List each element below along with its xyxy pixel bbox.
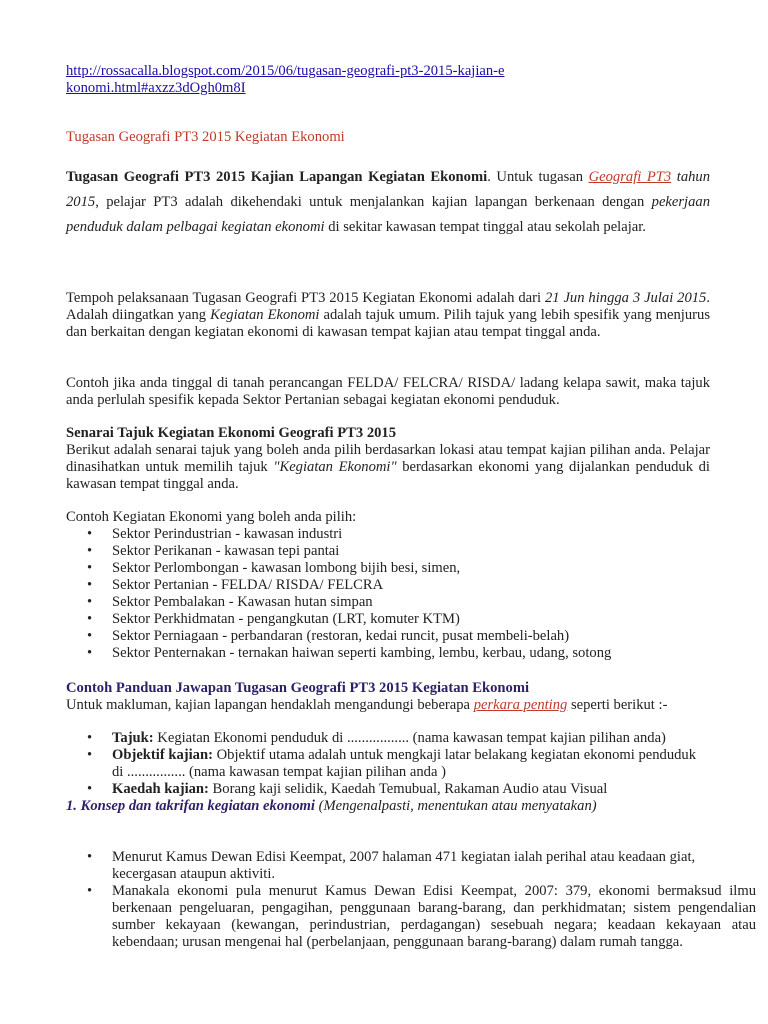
period-paragraph — [66, 290, 710, 341]
list-item — [112, 747, 756, 781]
text: adalah tajuk umum. Pilih tajuk yang lebih spesifik yang menjurus dan berkaitan dengan kegiatan ekonomi di kawasan tempat kajian atau tempat tinggal anda. — [66, 307, 710, 340]
list-item: • Sektor Pertanian - FELDA/ RISDA/ FELCRA — [112, 577, 756, 594]
text: tahun 2015 — [66, 169, 711, 210]
text: Kegiatan Ekonomi penduduk di ................. (nama kawasan tempat kajian pilihan anda) — [153, 730, 666, 746]
text: seperti berikut :- — [567, 697, 668, 713]
text: "Kegiatan Ekonomi" — [273, 459, 397, 475]
intro-paragraph — [66, 165, 710, 240]
text: 21 Jun hingga 3 Julai 2015 — [544, 290, 707, 306]
text: Untuk makluman, kajian lapangan hendaklah mengandungi beberapa — [66, 697, 474, 713]
text: (Mengenalpasti, menentukan atau menyatakan) — [314, 798, 597, 814]
list-item: • Sektor Perindustrian - kawasan industri — [112, 526, 756, 543]
perkara-penting-link[interactable]: perkara penting — [473, 697, 568, 713]
list-item: • Sektor Perlombongan - kawasan lombong bijih besi, simen, — [112, 560, 756, 577]
guide-list — [66, 730, 756, 798]
guide-paragraph — [66, 697, 710, 714]
definition-list — [66, 849, 756, 951]
text: Borang kaji selidik, Kaedah Temubual, Rakaman Audio atau Visual — [208, 781, 608, 797]
item-label: Tajuk: — [112, 730, 154, 746]
text: Objektif utama adalah untuk mengkaji latar belakang kegiatan ekonomi penduduk di ................ (nama kawasan tempat kajian pilihan anda ) — [112, 747, 697, 780]
text: Berikut adalah senarai tajuk yang boleh anda pilih berdasarkan lokasi atau tempat kajian pilihan anda. Pelajar dinasihatkan untuk memilih tajuk — [66, 442, 710, 475]
source-link[interactable]: http://rossacalla.blogspot.com/2015/06/tugasan-geografi-pt3-2015-kajian-ekonomi.html#axzz3dOgh0m8I — [66, 63, 505, 96]
item-label: Kaedah kajian: — [112, 781, 209, 797]
list-item: • Sektor Penternakan - ternakan haiwan seperti kambing, lembu, kerbau, udang, sotong — [112, 645, 756, 662]
example-paragraph: Contoh jika anda tinggal di tanah perancangan FELDA/ FELCRA/ RISDA/ ladang kelapa sawit, maka tajuk anda perlulah spesifik kepada Sektor Pertanian sebagai kegiatan ekonomi penduduk. — [66, 375, 710, 408]
text: 1. Konsep dan takrifan kegiatan ekonomi — [66, 798, 315, 814]
list-item: • Manakala ekonomi pula menurut Kamus Dewan Edisi Keempat, 2007: 379, ekonomi bermaksud ilmu berkenaan pengeluaran, pengagihan, penggunaan barang-barang, dan perkhidmatan; sistem pengendalian sumber kekayaan (kewangan, perindustrian, perdagangan) sesebuah negara; keadaan kekayaan atau kebendaan; urusan mengenai hal (perbelanjaan, penggunaan barang-barang) dalam rumah tangga. — [112, 883, 756, 951]
sector-list — [66, 526, 756, 662]
text: berdasarkan ekonomi yang dijalankan penduduk di kawasan tempat tinggal anda. — [66, 459, 710, 492]
section-heading-topics: Senarai Tajuk Kegiatan Ekonomi Geografi PT3 2015 — [66, 425, 397, 441]
list-item — [112, 781, 756, 798]
examples-label: Contoh Kegiatan Ekonomi yang boleh anda pilih: — [66, 509, 357, 525]
item-label: Objektif kajian: — [112, 747, 213, 763]
geografi-link[interactable]: Geografi PT3 — [588, 169, 672, 185]
section-heading-guide: Contoh Panduan Jawapan Tugasan Geografi PT3 2015 Kegiatan Ekonomi — [66, 680, 530, 696]
list-item: • Sektor Pembalakan - Kawasan hutan simpan — [112, 594, 756, 611]
topics-paragraph — [66, 442, 710, 493]
text: , pelajar PT3 adalah dikehendaki untuk menjalankan kajian lapangan berkenaan dengan — [95, 194, 652, 210]
list-item — [112, 730, 756, 747]
doc-title: Tugasan Geografi PT3 2015 Kegiatan Ekonomi — [66, 129, 345, 145]
list-item: • Menurut Kamus Dewan Edisi Keempat, 2007 halaman 471 kegiatan ialah perihal atau keadaan giat, kecergasan ataupun aktiviti. — [112, 849, 756, 883]
text: di sekitar kawasan tempat tinggal atau sekolah pelajar. — [324, 219, 646, 235]
text: Kegiatan Ekonomi — [210, 307, 320, 323]
list-item: • Sektor Perniagaan - perbandaran (restoran, kedai runcit, pusat membeli-belah) — [112, 628, 756, 645]
intro-bold: Tugasan Geografi PT3 2015 Kajian Lapangan Kegiatan Ekonomi — [66, 169, 488, 185]
text: Tempoh pelaksanaan Tugasan Geografi PT3 2015 Kegiatan Ekonomi adalah dari — [66, 290, 545, 306]
text: pekerjaan penduduk dalam pelbagai kegiatan ekonomi — [66, 194, 710, 235]
text: . Untuk tugasan — [487, 169, 589, 185]
text: . Adalah diingatkan yang — [66, 290, 710, 323]
list-item: • Sektor Perikanan - kawasan tepi pantai — [112, 543, 756, 560]
list-item: • Sektor Perkhidmatan - pengangkutan (LRT, komuter KTM) — [112, 611, 756, 628]
concept-heading — [66, 798, 710, 815]
